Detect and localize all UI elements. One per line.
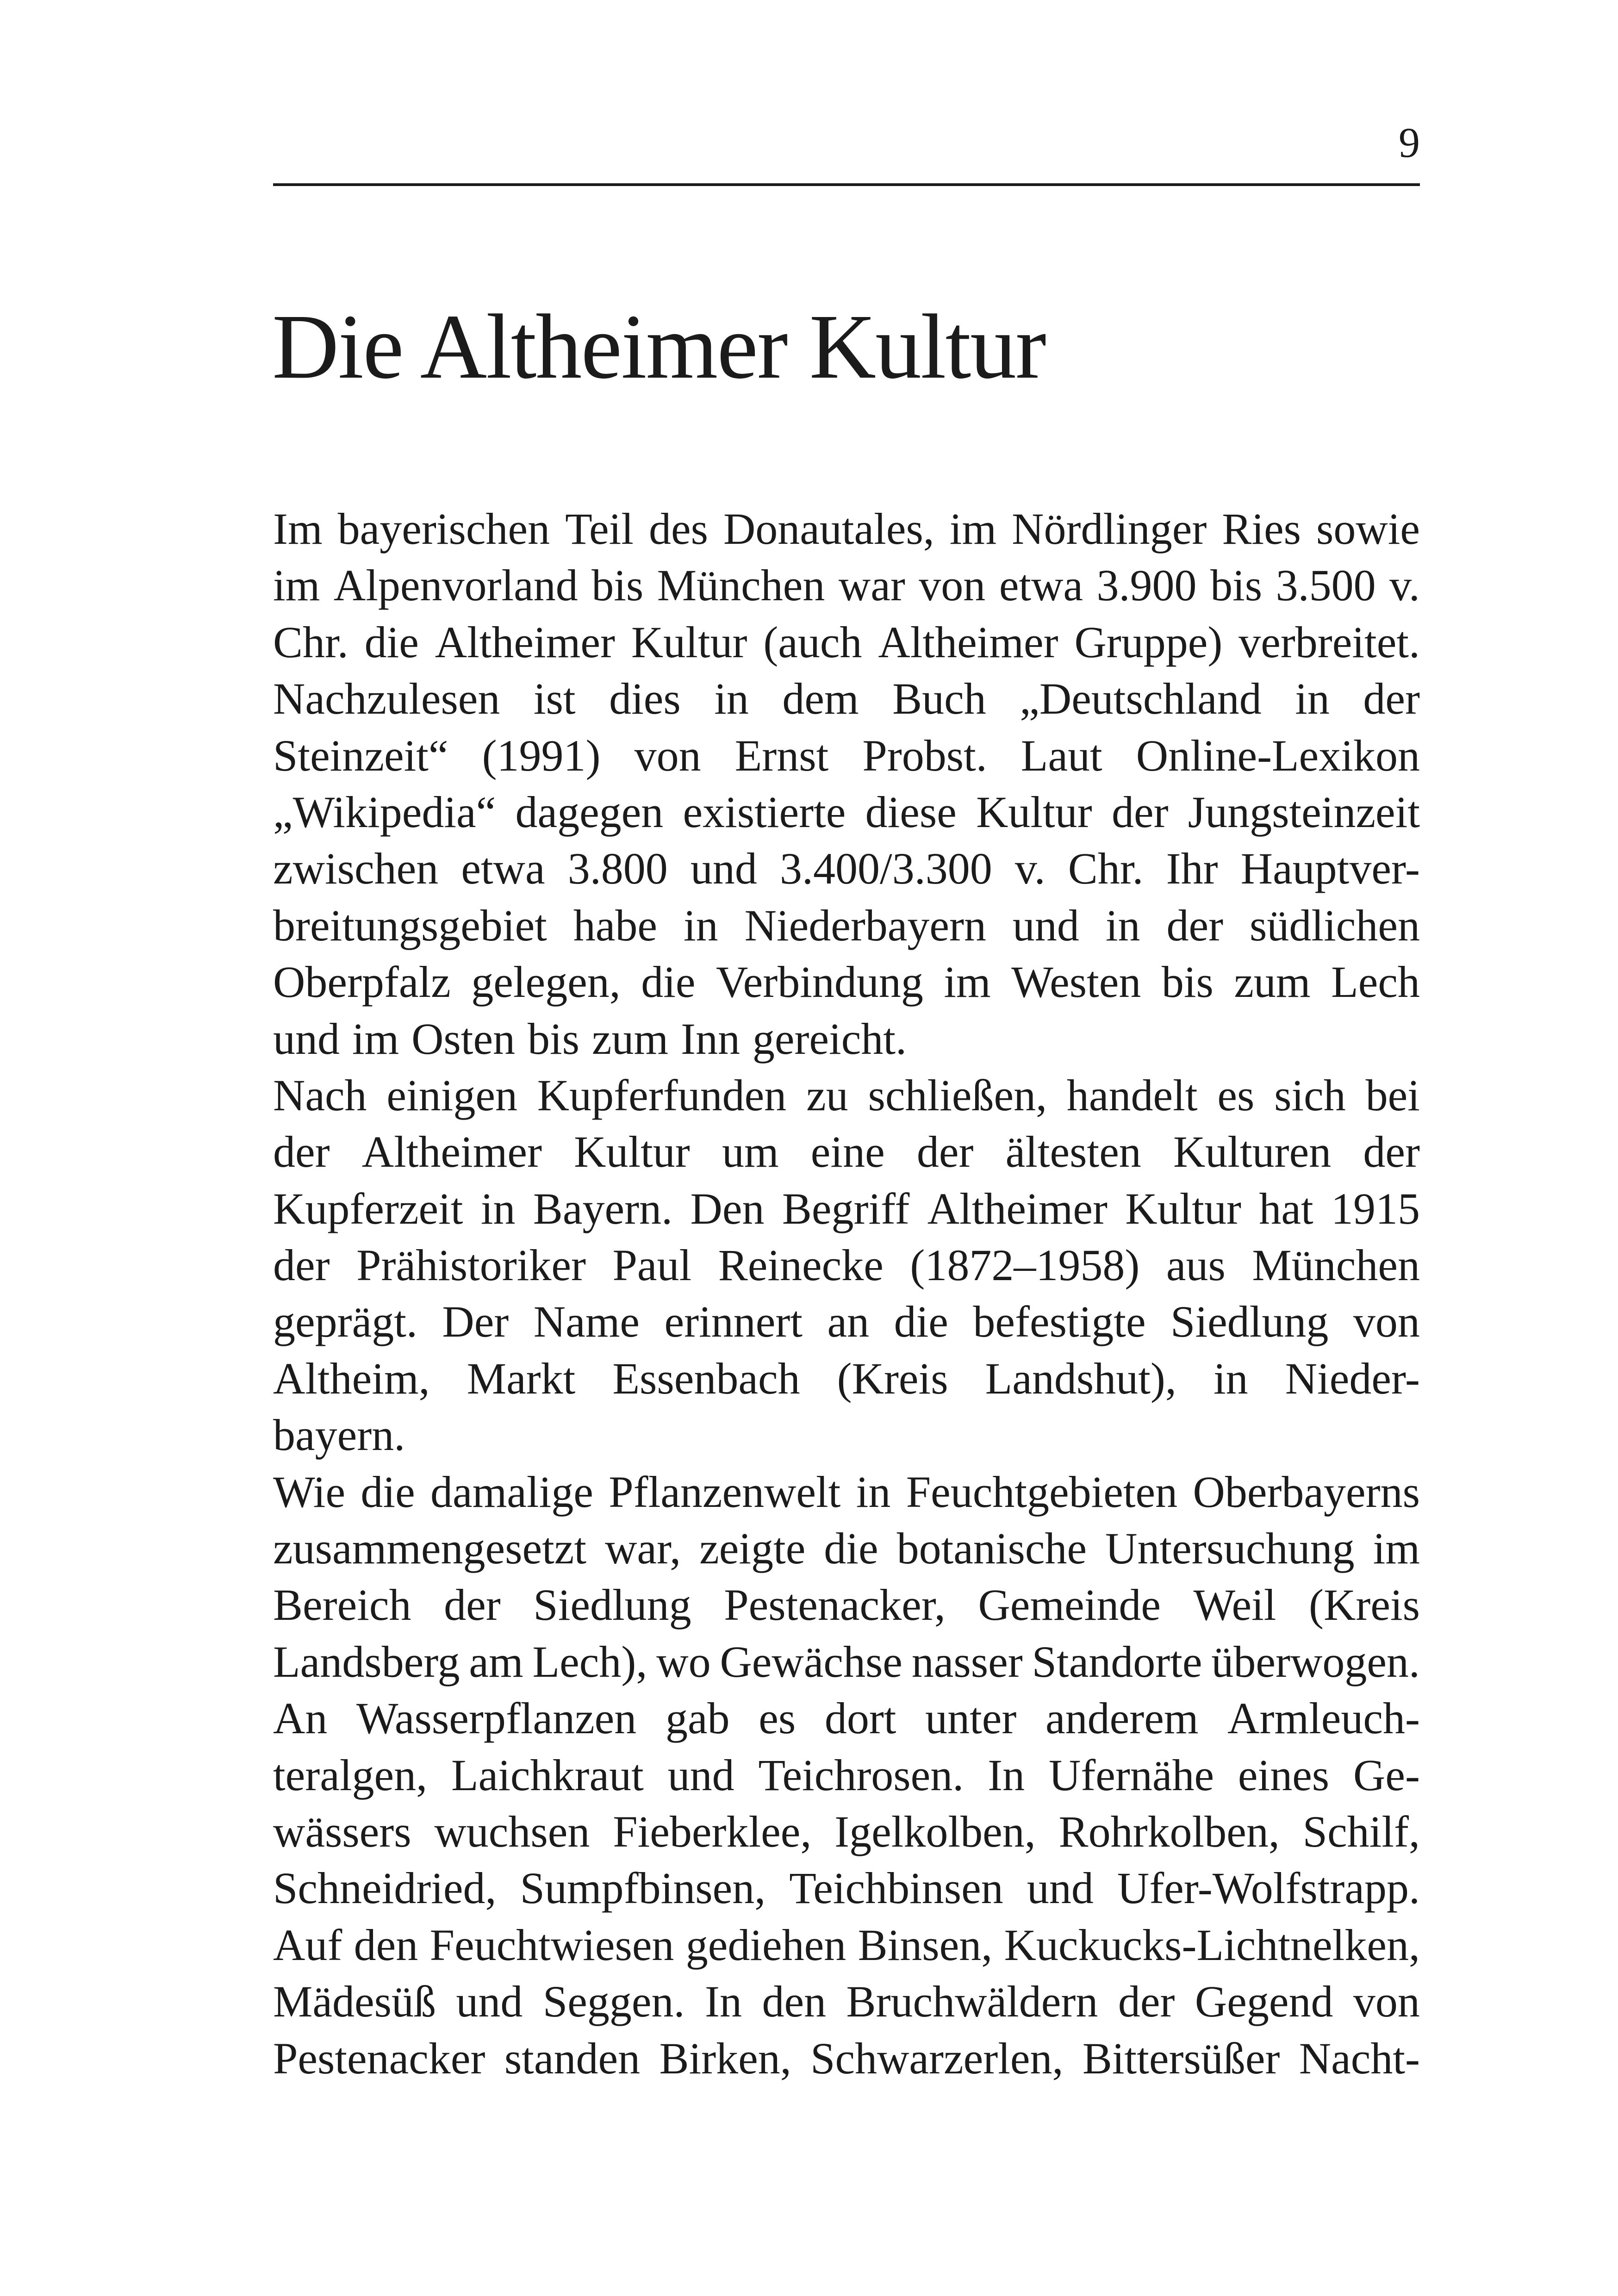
word: (1872–1958) [910, 1240, 1140, 1290]
word: Ihr [1166, 844, 1218, 894]
word: Steinzeit“ [273, 730, 448, 780]
word: zusammengesetzt [273, 1524, 587, 1574]
body-line [273, 1124, 1420, 1180]
word: um [722, 1127, 779, 1177]
body-line [273, 671, 1420, 727]
word: (Kreis [1309, 1580, 1420, 1630]
word: „Wikipedia“ [273, 787, 496, 837]
word: am [469, 1636, 523, 1686]
word: der [1166, 900, 1224, 950]
word: Schneidried, [273, 1863, 497, 1913]
body-line [273, 1407, 1420, 1463]
word: damalige [430, 1467, 593, 1517]
word: Standorte [1032, 1636, 1202, 1686]
word: Begriff [782, 1183, 910, 1233]
word: Sumpfbinsen, [520, 1863, 766, 1913]
word: Siedlung [1170, 1297, 1329, 1347]
word: bis [1210, 560, 1263, 610]
word: Schwarzerlen, [810, 2033, 1064, 2083]
word: In [705, 1977, 742, 2027]
word: der [1118, 1977, 1175, 2027]
word: den [762, 1977, 827, 2027]
word: im [352, 1014, 399, 1064]
body-line [273, 1747, 1420, 1804]
body-line [273, 1181, 1420, 1237]
word: existierte [683, 787, 846, 837]
body-line [273, 954, 1420, 1010]
word: Prähistoriker [356, 1240, 586, 1290]
word: Ufernähe [1048, 1750, 1214, 1800]
word: die [824, 1524, 878, 1574]
word: von [634, 730, 701, 780]
word: bei [1365, 1070, 1420, 1120]
word: Schilf, [1302, 1806, 1420, 1856]
word: Lech [1331, 957, 1420, 1007]
word: der [1363, 674, 1420, 724]
word: von [1353, 1977, 1420, 2027]
body-line [273, 897, 1420, 954]
word: im [1373, 1524, 1420, 1574]
body-text [273, 501, 1420, 2087]
word: botanische [896, 1524, 1087, 1574]
word: Feuchtgebieten [906, 1467, 1178, 1517]
word: Der [442, 1297, 509, 1347]
word: verbreitet. [1238, 617, 1420, 667]
word: Fieberklee, [613, 1806, 812, 1856]
word: Teichbinsen [789, 1863, 1003, 1913]
word: der [273, 1127, 330, 1177]
body-line [273, 1464, 1420, 1520]
word: (1991) [482, 730, 601, 780]
word: und [1027, 1863, 1094, 1913]
word: eines [1238, 1750, 1330, 1800]
word: Im [273, 504, 323, 554]
word: anderem [1045, 1693, 1199, 1743]
body-line [273, 1294, 1420, 1350]
word: standen [504, 2033, 641, 2083]
word: München [1252, 1240, 1420, 1290]
body-line [273, 1634, 1420, 1690]
word: breitungsgebiet [273, 900, 547, 950]
word: im [949, 504, 997, 554]
word: im [944, 957, 991, 1007]
word: Lech), [532, 1636, 647, 1686]
chapter-title: Die Altheimer Kultur [272, 296, 1045, 398]
word: wuchsen [434, 1806, 590, 1856]
word: Altheimer [361, 1127, 542, 1177]
word: hat [1259, 1183, 1313, 1233]
word: Bayern. [533, 1183, 673, 1233]
word: in [1105, 900, 1140, 950]
body-line [273, 1237, 1420, 1294]
word: 3.800 [567, 844, 668, 894]
word: Paul [612, 1240, 692, 1290]
word: Online-Lexikon [1136, 730, 1420, 780]
word: Den [690, 1183, 765, 1233]
word: 1915 [1331, 1183, 1420, 1233]
word: Chr. [1068, 844, 1144, 894]
word: Rohrkolben, [1058, 1806, 1280, 1856]
header-rule [273, 183, 1420, 186]
word: sowie [1316, 504, 1420, 554]
body-line [273, 614, 1420, 671]
body-line [273, 784, 1420, 840]
word: Kupferfunden [537, 1070, 787, 1120]
word: Markt [467, 1353, 576, 1403]
word: bayern. [273, 1410, 405, 1460]
word: dies [609, 674, 681, 724]
page-number: 9 [1399, 119, 1420, 166]
word: Kultur [1125, 1183, 1241, 1233]
word: 3.900 [1096, 560, 1197, 610]
body-line [273, 1350, 1420, 1407]
word: die [364, 617, 419, 667]
word: in [1295, 674, 1330, 724]
word: Siedlung [533, 1580, 691, 1630]
word: bis [527, 1014, 579, 1064]
word: wo [656, 1636, 711, 1686]
word: Bittersüßer [1082, 2033, 1280, 2083]
word: einigen [386, 1070, 517, 1120]
word: Ries [1222, 504, 1301, 554]
body-line [273, 840, 1420, 897]
word: Kupferzeit [273, 1183, 463, 1233]
word: Pestenacker, [724, 1580, 946, 1630]
body-line [273, 501, 1420, 557]
body-line [273, 1011, 1420, 1067]
word: Inn [681, 1014, 740, 1064]
word: bis [591, 560, 644, 610]
word: südlichen [1250, 900, 1420, 950]
word: gab [665, 1693, 730, 1743]
word: Gruppe) [1074, 617, 1223, 667]
word: überwogen. [1211, 1636, 1420, 1686]
word: eine [810, 1127, 885, 1177]
word: es [759, 1693, 796, 1743]
word: Nacht- [1299, 2033, 1420, 2083]
word: Hauptver- [1240, 844, 1420, 894]
word: Verbindung [716, 957, 923, 1007]
word: und [667, 1750, 734, 1800]
word: und [456, 1977, 523, 2027]
word: an [827, 1297, 870, 1347]
word: Armleuch- [1227, 1693, 1420, 1743]
word: dem [782, 674, 859, 724]
word: dagegen [515, 787, 664, 837]
word: etwa [461, 844, 545, 894]
word: (Kreis [837, 1353, 948, 1403]
word: Laut [1021, 730, 1102, 780]
word: zu [806, 1070, 848, 1120]
word: Seggen. [542, 1977, 685, 2027]
word: Bereich [273, 1580, 411, 1630]
word: des [648, 504, 708, 554]
word: in [683, 900, 718, 950]
word: Nördlinger [1012, 504, 1207, 554]
word: gediehen [685, 1920, 846, 1970]
word: es [1217, 1070, 1255, 1120]
word: schließen, [868, 1070, 1047, 1120]
body-line [273, 1804, 1420, 1860]
word: der [1363, 1127, 1420, 1177]
word: Alpenvorland [333, 560, 578, 610]
word: bis [1161, 957, 1214, 1007]
word: Teil [565, 504, 634, 554]
word: Untersuchung [1105, 1524, 1355, 1574]
word: Laichkraut [451, 1750, 644, 1800]
word: in [480, 1183, 516, 1233]
word: Ernst [734, 730, 829, 780]
word: Nach [273, 1070, 367, 1120]
word: Ge- [1353, 1750, 1420, 1800]
word: v. [1389, 560, 1420, 610]
word: befestigte [973, 1297, 1146, 1347]
word: Wasserpflanzen [356, 1693, 637, 1743]
word: etwa [999, 560, 1083, 610]
word: Donautales, [723, 504, 934, 554]
word: Altheimer [927, 1183, 1108, 1233]
word: wässers [273, 1806, 411, 1856]
word: im [273, 560, 320, 610]
word: Wie [273, 1467, 346, 1517]
word: die [894, 1297, 948, 1347]
word: zwischen [273, 844, 439, 894]
word: war, [605, 1524, 681, 1574]
word: v. [1014, 844, 1045, 894]
word: von [1353, 1297, 1420, 1347]
word: 3.500 [1276, 560, 1376, 610]
word: Kultur [574, 1127, 690, 1177]
word: in [1213, 1353, 1248, 1403]
word: dort [824, 1693, 896, 1743]
word: In [988, 1750, 1025, 1800]
word: Oberbayerns [1193, 1467, 1420, 1517]
word: geprägt. [273, 1297, 417, 1347]
word: Nieder- [1285, 1353, 1420, 1403]
word: Buch [892, 674, 986, 724]
body-line [273, 1067, 1420, 1124]
word: Jungsteinzeit [1188, 787, 1420, 837]
word: der [1111, 787, 1169, 837]
word: Name [533, 1297, 640, 1347]
word: Pflanzenwelt [609, 1467, 841, 1517]
word: Birken, [659, 2033, 791, 2083]
word: der [273, 1240, 330, 1290]
word: Kultur [976, 787, 1092, 837]
word: Feuchtwiesen [429, 1920, 674, 1970]
body-line [273, 1520, 1420, 1577]
word: Kultur [631, 617, 747, 667]
word: und [273, 1014, 340, 1064]
body-line [273, 728, 1420, 784]
word: aus [1166, 1240, 1226, 1290]
word: nasser [911, 1636, 1023, 1686]
word: Gewächse [720, 1636, 902, 1686]
word: ist [533, 674, 576, 724]
word: „Deutschland [1020, 674, 1262, 724]
word: gelegen, [471, 957, 621, 1007]
word: Bruchwäldern [846, 1977, 1098, 2027]
word: Landshut), [985, 1353, 1176, 1403]
word: war [838, 560, 905, 610]
body-line [273, 1690, 1420, 1747]
word: Chr. [273, 617, 348, 667]
word: Landsberg [273, 1636, 460, 1686]
body-line [273, 1577, 1420, 1633]
word: der [444, 1580, 501, 1630]
word: Probst. [862, 730, 987, 780]
word: handelt [1066, 1070, 1198, 1120]
word: zum [591, 1014, 669, 1064]
word: die [641, 957, 696, 1007]
word: unter [925, 1693, 1017, 1743]
word: Auf [273, 1920, 342, 1970]
body-line [273, 2030, 1420, 2087]
word: ältesten [1005, 1127, 1141, 1177]
word: sich [1274, 1070, 1346, 1120]
word: von [919, 560, 986, 610]
body-line [273, 557, 1420, 614]
word: der [916, 1127, 974, 1177]
word: die [361, 1467, 415, 1517]
word: Niederbayern [744, 900, 986, 950]
word: teralgen, [273, 1750, 428, 1800]
body-line [273, 1917, 1420, 1973]
word: Reinecke [718, 1240, 884, 1290]
word: zeigte [699, 1524, 806, 1574]
word: erinnert [664, 1297, 803, 1347]
word: Binsen, [858, 1920, 993, 1970]
word: Kulturen [1173, 1127, 1332, 1177]
word: in [856, 1467, 891, 1517]
word: München [657, 560, 825, 610]
word: Osten [411, 1014, 516, 1064]
word: zum [1234, 957, 1311, 1007]
word: Altheimer [435, 617, 615, 667]
word: Teichrosen. [758, 1750, 964, 1800]
body-line [273, 1973, 1420, 2030]
word: den [354, 1920, 418, 1970]
word: in [714, 674, 749, 724]
word: Pestenacker [273, 2033, 485, 2083]
word: Westen [1011, 957, 1141, 1007]
word: Gegend [1195, 1977, 1333, 2027]
word: Gemeinde [978, 1580, 1161, 1630]
word: und [690, 844, 757, 894]
word: Ufer-Wolfstrapp. [1117, 1863, 1420, 1913]
word: An [273, 1693, 328, 1743]
word: bayerischen [337, 504, 550, 554]
word: Kuckucks-Lichtnelken, [1004, 1920, 1420, 1970]
word: Mädesüß [273, 1977, 436, 2027]
word: Oberpfalz [273, 957, 451, 1007]
word: diese [865, 787, 957, 837]
body-line [273, 1860, 1420, 1916]
word: gereicht. [752, 1014, 907, 1064]
word: Essenbach [612, 1353, 800, 1403]
word: und [1012, 900, 1079, 950]
word: Igelkolben, [834, 1806, 1036, 1856]
word: 3.400/3.300 [780, 844, 992, 894]
word: Weil [1193, 1580, 1276, 1630]
word: habe [573, 900, 658, 950]
word: (auch [763, 617, 862, 667]
word: Altheim, [273, 1353, 430, 1403]
word: Altheimer [878, 617, 1058, 667]
word: Nachzulesen [273, 674, 500, 724]
